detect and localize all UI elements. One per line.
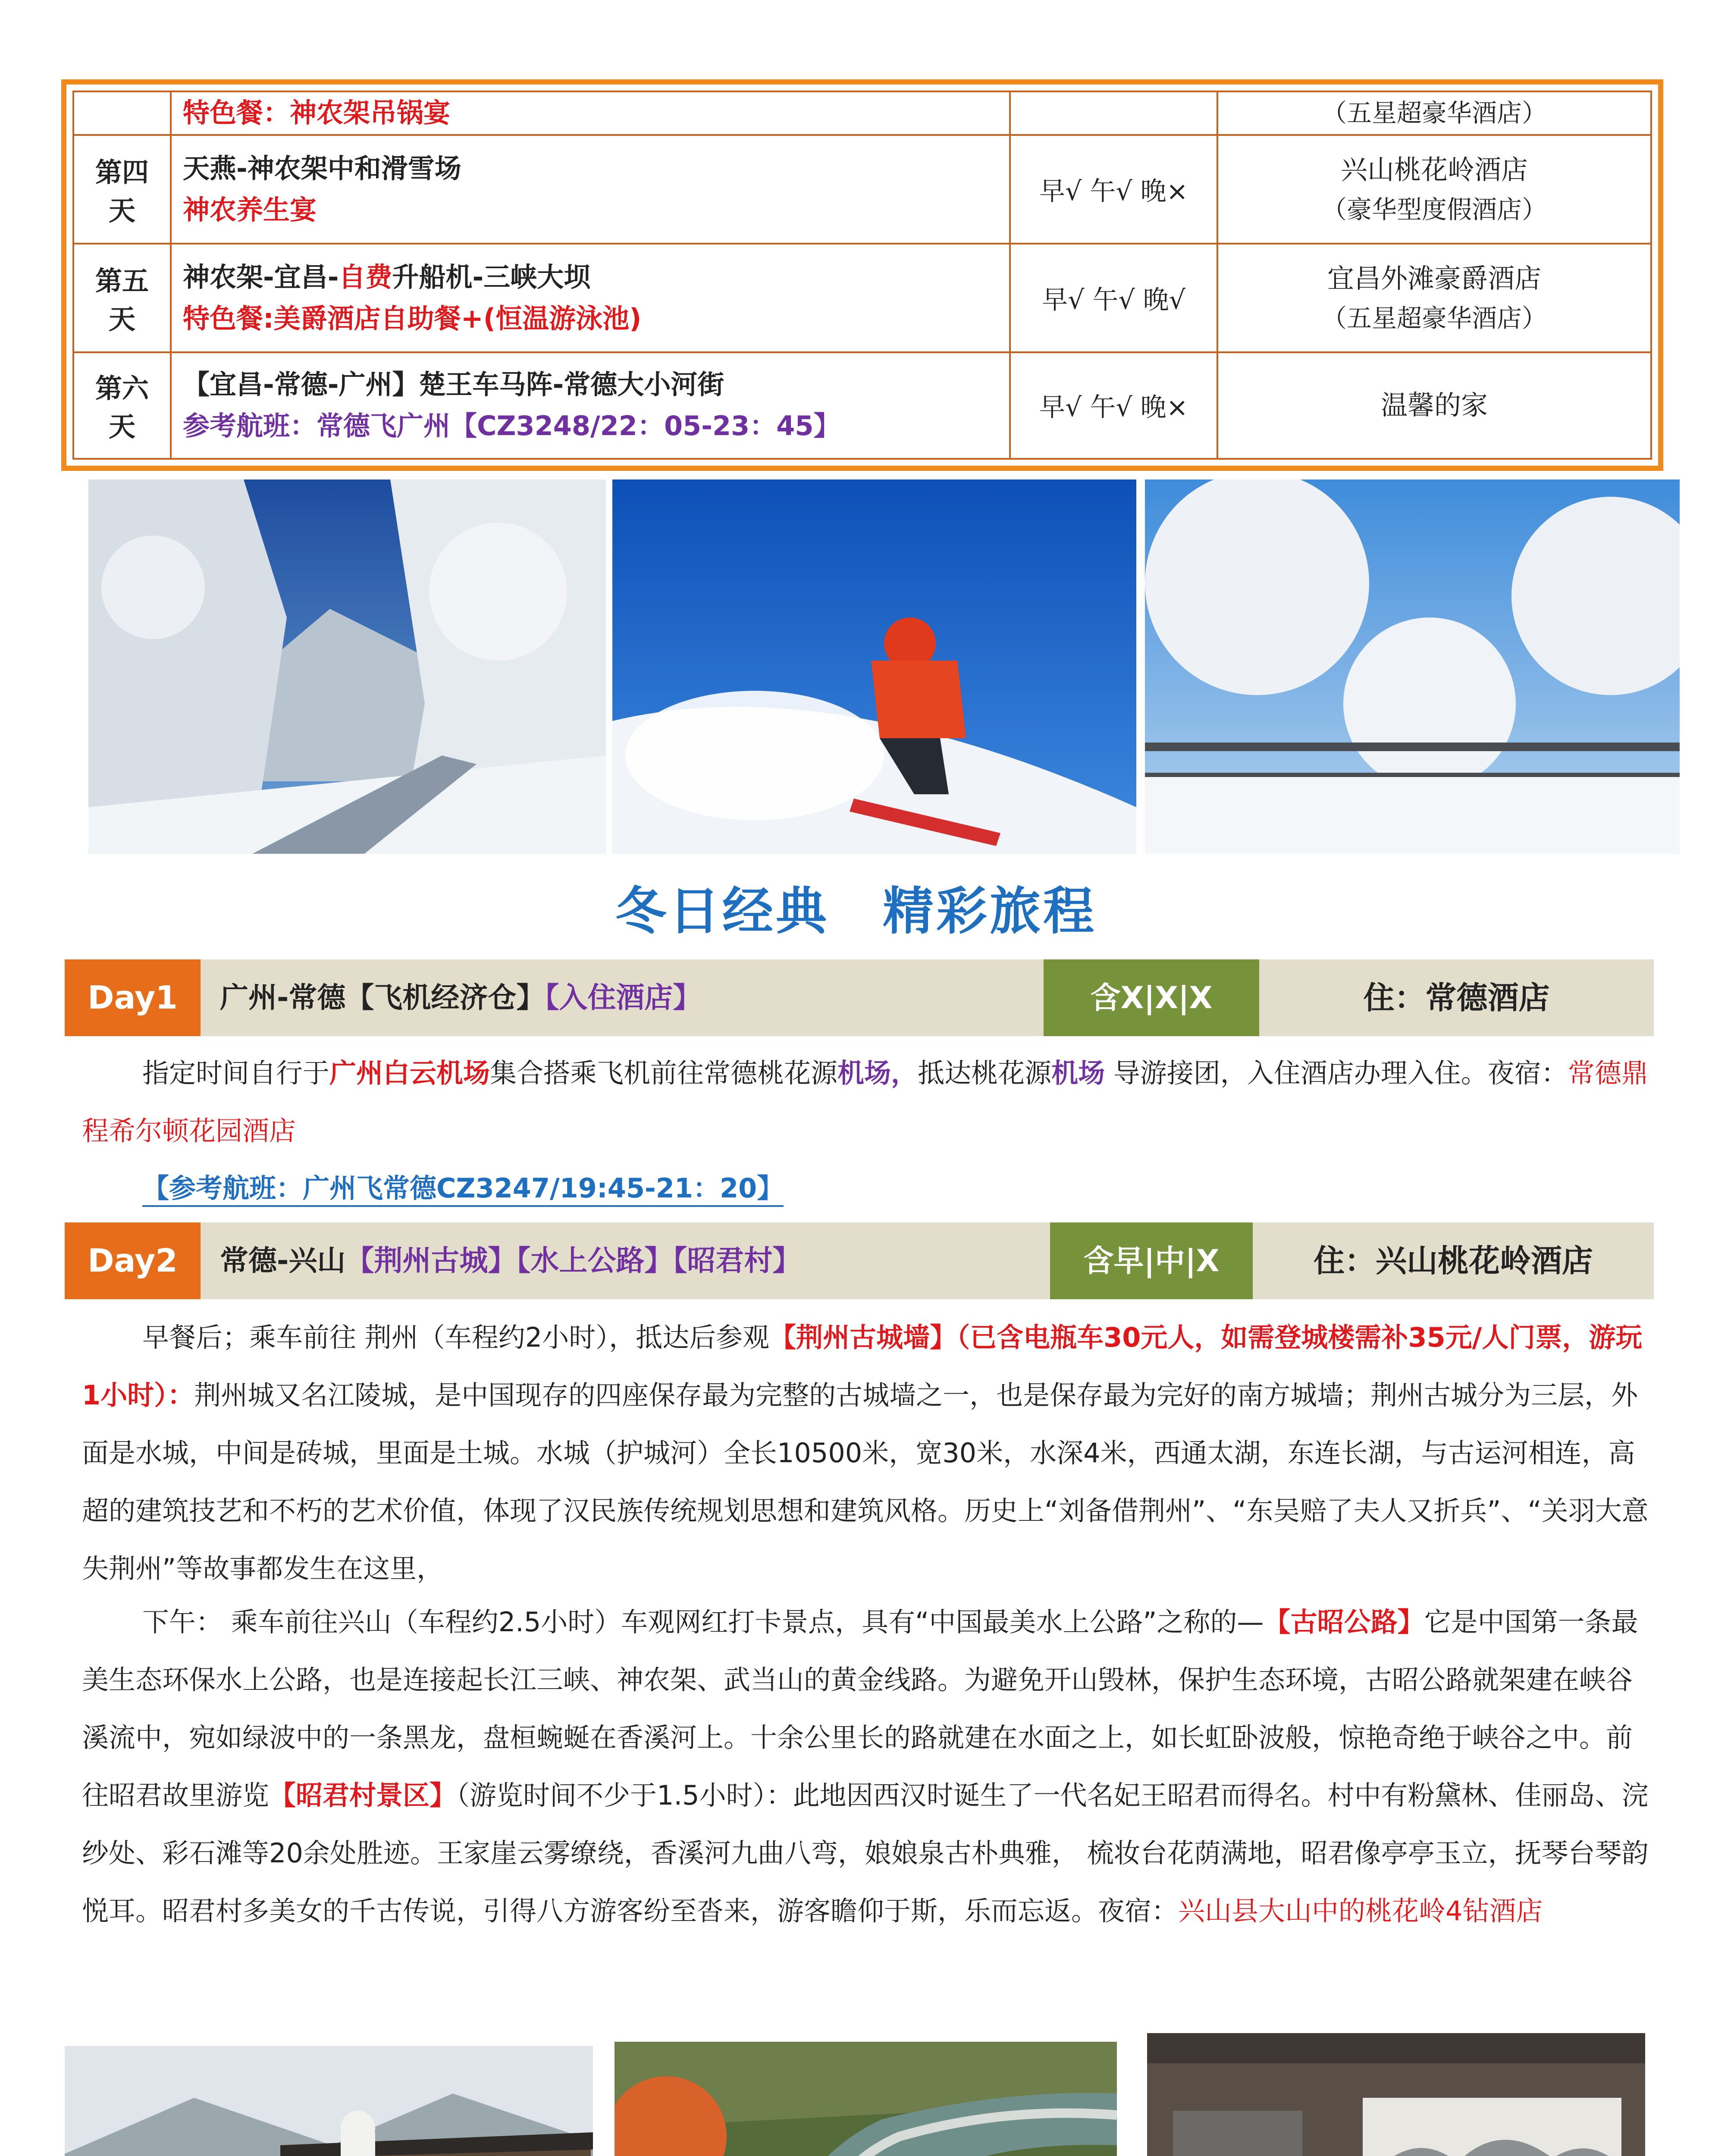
- itinerary-hotel: [1217, 244, 1651, 352]
- itinerary-route-1-0-text-0: 天燕-神农架中和滑雪场: [183, 152, 461, 184]
- itinerary-route-2-0-text-2: 升船机-三峡大坝: [392, 261, 591, 293]
- day2-afternoon-text-3: 【昭君村景区】: [269, 1780, 457, 1811]
- day1-text-0: 指定时间自行于: [142, 1057, 330, 1089]
- day2-morning-description: [82, 1309, 1652, 1598]
- itinerary-hotel-line: 兴山桃花岭酒店: [1340, 154, 1528, 185]
- itinerary-day-label: 第四天: [73, 135, 171, 244]
- itinerary-route-3-0-text-0: 【宜昌-常德-广州】楚王车马阵-常德大小河街: [183, 369, 724, 401]
- itinerary-route-line: [183, 148, 998, 189]
- day2-title: [220, 1222, 801, 1299]
- itinerary-route-3-1-text-0: 参考航班：常德飞广州【CZ3248/22：05-23：45】: [183, 410, 840, 442]
- itinerary-hotel-line: （五星超豪华酒店）: [1321, 304, 1547, 333]
- itinerary-row: [73, 91, 1651, 135]
- itinerary-route-line: [183, 257, 998, 298]
- itinerary-route-line: [183, 405, 998, 447]
- itinerary-route-2-0-text-0: 神农架-宜昌-: [183, 261, 339, 293]
- photo-snowboarder: [612, 479, 1136, 854]
- itinerary-route: [171, 91, 1010, 135]
- day2-afternoon-text-2: 它是中国第一条最美生态环保水上公路，也是连接起长江三峡、神农架、武当山的黄金线路。为避免开山毁林，保护生态环境，古昭公路就架建在峡谷溪流中，宛如绿波中的一条黑龙，盘桓蜿蜒在香溪河上。十余公里长的路就建在水面之上，如长虹卧波般，惊艳奇绝于峡谷之中。前往昭君故里游览: [82, 1606, 1638, 1811]
- photo-zhaojun-village: [65, 2046, 593, 2156]
- day2-title-spots: 【荆州古城】【水上公路】【昭君村】: [345, 1244, 801, 1277]
- itinerary-meals: 早√ 午√ 晚×: [1010, 135, 1217, 244]
- itinerary-hotel-line: （五星超豪华酒店）: [1321, 98, 1547, 128]
- day2-header-bar: [65, 1222, 1654, 1299]
- day1-description: [82, 1044, 1652, 1160]
- day2-morning-text-2: 荆州城又名江陵城，是中国现存的四座保存最为完整的古城墙之一，也是保存最为完好的南方城墙；荆州古城分为三层，外面是水城，中间是砖城，里面是土城。水城（护城河）全长10500米，宽30米，水深4米，西通太湖，东连长湖，与古运河相连，高超的建筑技艺和不朽的艺术价值，体现了汉民族传统规划思想和建筑风格。历史上“刘备借荆州”、“东吴赔了夫人又折兵”、“关羽大意失荆州”等故事都发生在这里，: [82, 1379, 1649, 1584]
- itinerary-day-label: 第六天: [73, 352, 171, 459]
- day1-stay: 住：常德酒店: [1363, 980, 1550, 1016]
- day2-stay: 住：兴山桃花岭酒店: [1313, 1243, 1593, 1279]
- day2-afternoon-text-1: 【古昭公路】: [1264, 1606, 1424, 1638]
- itinerary-route-line: [183, 364, 998, 405]
- day2-afternoon-description: [82, 1593, 1652, 1940]
- photo-hotel-room: [1147, 2033, 1645, 2156]
- photo-water-highway: [615, 2042, 1117, 2156]
- itinerary-day-label: 第五天: [73, 244, 171, 352]
- itinerary-route-2-1-text-0: 特色餐:美爵酒店自助餐+(恒温游泳池): [183, 302, 642, 334]
- itinerary-day-label: [73, 91, 171, 135]
- day1-text-4: 抵达桃花源: [918, 1057, 1052, 1089]
- day2-afternoon-text-0: 下午： 乘车前往兴山（车程约2.5小时）车观网红打卡景点，具有“中国最美水上公路”之称的—: [142, 1606, 1264, 1638]
- day1-title-hotel: 【入住酒店】: [545, 981, 702, 1014]
- itinerary-route: [171, 352, 1010, 459]
- itinerary-route-1-1-text-0: 神农养生宴: [183, 194, 317, 226]
- day1-title: [220, 959, 701, 1036]
- itinerary-hotel: [1217, 91, 1651, 135]
- itinerary-row: [73, 244, 1651, 352]
- itinerary-route-2-0-text-1: 自费: [339, 261, 392, 293]
- day2-morning-text-1: 【荆州古城墙】（已含电瓶车30元人，如需登城楼需补35元/人门票，游玩1小时）：: [82, 1322, 1643, 1411]
- itinerary-hotel: [1217, 135, 1651, 244]
- day2-morning-text-0: 早餐后；乘车前往 荆州（车程约2小时），抵达后参观: [142, 1322, 770, 1353]
- day2-meals: 含早|中|X: [1050, 1222, 1253, 1299]
- itinerary-route: [171, 244, 1010, 352]
- day1-tag: Day1: [65, 959, 201, 1036]
- day1-text-5: 机场: [1051, 1057, 1105, 1089]
- photo-snowy-mountain-road: [88, 479, 606, 854]
- day1-meals: 含X|X|X: [1044, 959, 1259, 1036]
- itinerary-hotel-line: （豪华型度假酒店）: [1321, 195, 1547, 225]
- itinerary-route-line: [183, 298, 998, 339]
- itinerary-route: [171, 135, 1010, 244]
- itinerary-meals: [1010, 91, 1217, 135]
- itinerary-grid: [72, 91, 1652, 460]
- day1-title-route: 广州-常德【飞机经济仓】: [220, 981, 545, 1014]
- day2-afternoon-text-4: （游览时间不少于1.5小时）：此地因西汉时诞生了一代名妃王昭君而得名。村中有粉黛林、佳丽岛、浣纱处、彩石滩等20余处胜迹。王家崖云雾缭绕，香溪河九曲八弯，娘娘泉古朴典雅， 梳妆台花荫满地，昭君像亭亭玉立，抚琴台琴韵悦耳。昭君村多美女的千古传说，引得八方游客纷至沓来，游客瞻仰于斯，乐而忘返。夜宿：: [82, 1780, 1649, 1927]
- itinerary-meals: 早√ 午√ 晚×: [1010, 352, 1217, 459]
- day2-afternoon-text-5: 兴山县大山中的桃花岭4钻酒店: [1178, 1895, 1543, 1927]
- day1-text-1: 广州白云机场: [329, 1057, 490, 1089]
- itinerary-row: [73, 352, 1651, 459]
- itinerary-route-line: [183, 189, 998, 231]
- day2-tag: Day2: [65, 1222, 201, 1299]
- day1-text-2: 集合搭乘飞机前往常德桃花源: [490, 1057, 838, 1089]
- day1-text-7: 常德鼎程希尔顿花园酒店: [82, 1057, 1648, 1147]
- itinerary-meals: 早√ 午√ 晚√: [1010, 244, 1217, 352]
- itinerary-hotel: [1217, 352, 1651, 459]
- itinerary-route-0-0-text-0: 特色餐：神农架吊锅宴: [183, 97, 451, 129]
- main-title: 冬日经典 精彩旅程: [615, 881, 1097, 941]
- itinerary-hotel-line: 宜昌外滩豪爵酒店: [1327, 262, 1541, 294]
- day1-header-bar: [65, 959, 1654, 1036]
- itinerary-hotel-line: 温馨的家: [1380, 389, 1488, 421]
- itinerary-route-line: [183, 92, 998, 134]
- day1-text-3: 机场，: [837, 1057, 918, 1089]
- itinerary-row: [73, 135, 1651, 244]
- day1-flight-info: 【参考航班：广州飞常德CZ3247/19:45-21：20】: [142, 1167, 784, 1207]
- day1-text-6: 导游接团，入住酒店办理入住。夜宿：: [1105, 1057, 1568, 1089]
- photo-snow-forest: [1145, 479, 1680, 854]
- itinerary-table: [61, 79, 1663, 471]
- day2-title-route: 常德-兴山: [220, 1244, 346, 1277]
